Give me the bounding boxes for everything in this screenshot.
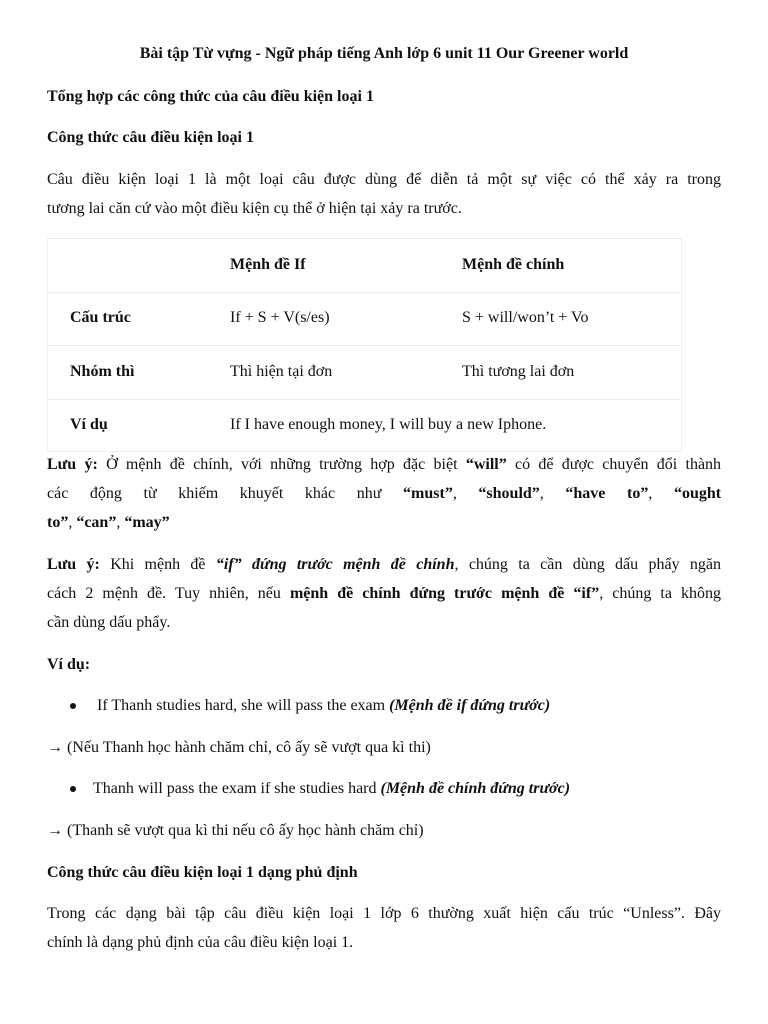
note2-line-2: cách 2 mệnh đề. Tuy nhiên, nếu mệnh đề chính đứng trước mệnh đề “if”, chúng ta không [47,585,722,602]
note1-line-3: to”, “can”, “may” [47,514,170,531]
outro-line-1: Trong các dạng bài tập câu điều kiện loại 1 lớp 6 thường xuất hiện cấu trúc “Unless”. Đây [47,905,721,922]
table-header-row [47,238,682,293]
row-main-clause: S + will/won’t + Vo [462,309,589,326]
row-main-clause: Thì tương lai đơn [462,363,575,380]
note-label: Lưu ý: [47,456,98,473]
example-item: Thanh will pass the exam if she studies hard (Mệnh đề chính đứng trước) [93,780,571,797]
outro-line-2: chính là dạng phủ định của câu điều kiện loại 1. [47,934,354,951]
example-label: Ví dụ: [47,656,91,673]
note2-line-1: Lưu ý: Khi mệnh đề “if” đứng trước mệnh đề chính, chúng ta cần dùng dấu phẩy ngăn [47,556,722,573]
note1-line-1: Lưu ý: Ở mệnh đề chính, với những trường hợp đặc biệt “will” có để được chuyển đổi thành [47,456,722,473]
bullet-icon [70,703,76,709]
header-cell-if-clause: Mệnh đề If [230,256,306,273]
intro-line-2: tương lai căn cứ vào một điều kiện cụ thể ở hiện tại xảy ra trước. [47,200,462,217]
row-label: Ví dụ [70,416,108,433]
header-cell-main-clause: Mệnh đề chính [462,256,565,273]
example-item: If Thanh studies hard, she will pass the exam (Mệnh đề if đứng trước) [97,697,551,714]
conditional-table [47,238,682,452]
row-label: Cấu trúc [70,309,131,326]
row-if-clause: Thì hiện tại đơn [230,363,333,380]
table-row [47,292,682,346]
intro-line-1: Câu điều kiện loại 1 là một loại câu được dùng để diễn tả một sự việc có thể xảy ra trong [47,171,721,188]
table-row [47,399,682,452]
row-label: Nhóm thì [70,363,135,380]
heading-negative-form: Công thức câu điều kiện loại 1 dạng phủ định [47,864,358,881]
bullet-icon [70,786,76,792]
example-translation: → (Nếu Thanh học hành chăm chỉ, cô ấy sẽ vượt qua kì thi) [47,739,431,756]
table-row [47,346,682,400]
document-title: Bài tập Từ vựng - Ngữ pháp tiếng Anh lớp 6 unit 11 Our Greener world [139,45,629,62]
heading-type1-formula: Công thức câu điều kiện loại 1 [47,129,254,146]
example-translation: → (Thanh sẽ vượt qua kì thi nếu cô ấy học hành chăm chỉ) [47,822,424,839]
row-example: If I have enough money, I will buy a new Iphone. [230,416,547,433]
row-if-clause: If + S + V(s/es) [230,309,330,326]
heading-formulas: Tổng hợp các công thức của câu điều kiện loại 1 [47,88,374,105]
note1-line-2: các động từ khiếm khuyết khác như “must”, “should”, “have to”, “ought [47,485,722,502]
note2-line-3: cần dùng dấu phẩy. [47,614,171,631]
note-label: Lưu ý: [47,556,100,573]
